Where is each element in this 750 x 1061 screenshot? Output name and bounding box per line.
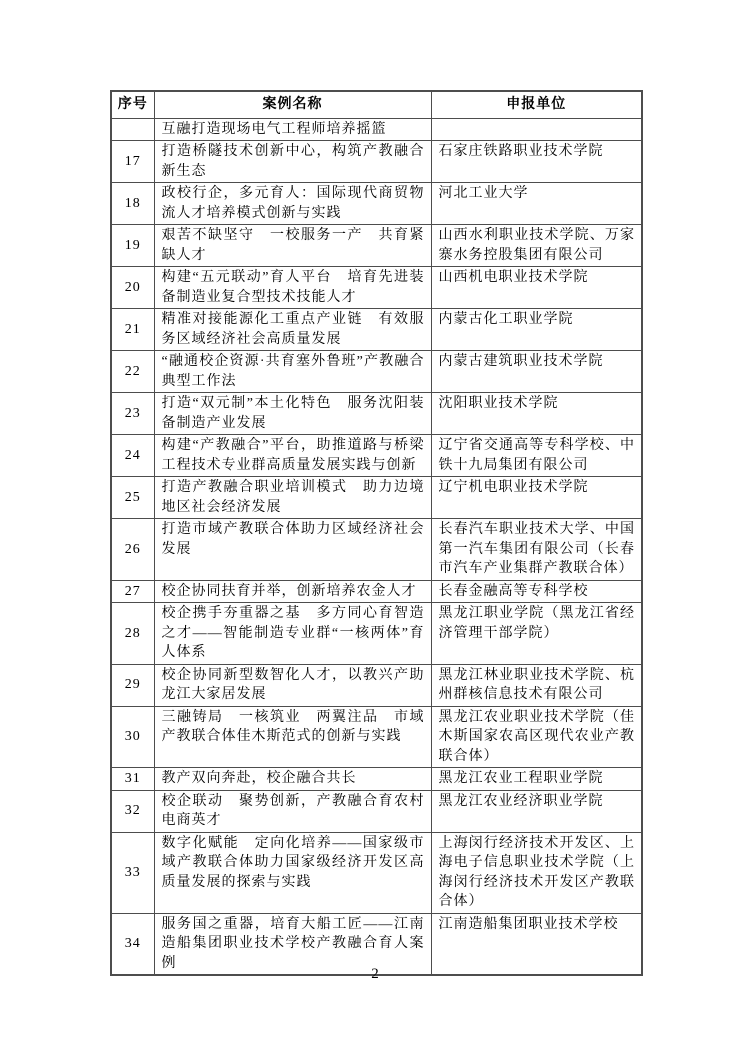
cell-case-name: 校企协同扶育并举，创新培养农金人才: [154, 580, 431, 603]
cell-declaring-unit: 黑龙江农业工程职业学院: [431, 768, 642, 791]
cell-case-name: 校企协同新型数智化人才，以教兴产助龙江大家居发展: [154, 664, 431, 706]
table-row: [111, 664, 642, 706]
cell-declaring-unit: 长春汽车职业技术大学、中国第一汽车集团有限公司（长春市汽车产业集群产教联合体）: [431, 519, 642, 581]
cell-serial-number: 17: [111, 141, 154, 183]
cell-declaring-unit: 黑龙江林业职业技术学院、杭州群核信息技术有限公司: [431, 664, 642, 706]
table-row: [111, 706, 642, 768]
cell-declaring-unit: 内蒙古化工职业学院: [431, 309, 642, 351]
cell-case-name: 构建“产教融合”平台，助推道路与桥梁工程技术专业群高质量发展实践与创新: [154, 435, 431, 477]
cell-serial-number: 33: [111, 832, 154, 913]
table-row: [111, 183, 642, 225]
column-header-case-name: 案例名称: [154, 91, 431, 118]
cell-serial-number: [111, 118, 154, 141]
cell-declaring-unit: 山西水利职业技术学院、万家寨水务控股集团有限公司: [431, 225, 642, 267]
column-header-declaring-unit: 申报单位: [431, 91, 642, 118]
cell-case-name: 打造市域产教联合体助力区域经济社会发展: [154, 519, 431, 581]
cell-case-name: 三融铸局 一核筑业 两翼注品 市域产教联合体佳木斯范式的创新与实践: [154, 706, 431, 768]
column-header-serial-number: 序号: [111, 91, 154, 118]
cell-case-name: 互融打造现场电气工程师培养摇篮: [154, 118, 431, 141]
table-row: [111, 393, 642, 435]
table-row: [111, 477, 642, 519]
page-number: 2: [371, 966, 379, 982]
cell-serial-number: 25: [111, 477, 154, 519]
table-row: [111, 225, 642, 267]
cell-serial-number: 34: [111, 913, 154, 975]
cell-case-name: 数字化赋能 定向化培养——国家级市域产教联合体助力国家级经济开发区高质量发展的探索与实践: [154, 832, 431, 913]
cell-case-name: 打造“双元制”本土化特色 服务沈阳装备制造产业发展: [154, 393, 431, 435]
cell-serial-number: 19: [111, 225, 154, 267]
cell-serial-number: 30: [111, 706, 154, 768]
cell-serial-number: 18: [111, 183, 154, 225]
cell-case-name: 服务国之重器，培育大船工匠——江南造船集团职业技术学校产教融合育人案例: [154, 913, 431, 975]
cell-declaring-unit: 江南造船集团职业技术学校: [431, 913, 642, 975]
cell-case-name: “融通校企资源·共育塞外鲁班”产教融合典型工作法: [154, 351, 431, 393]
table-row: [111, 603, 642, 665]
cell-serial-number: 31: [111, 768, 154, 791]
cell-serial-number: 22: [111, 351, 154, 393]
table-row: [111, 267, 642, 309]
cell-serial-number: 26: [111, 519, 154, 581]
cell-declaring-unit: 河北工业大学: [431, 183, 642, 225]
cell-case-name: 教产双向奔赴，校企融合共长: [154, 768, 431, 791]
cell-declaring-unit: 沈阳职业技术学院: [431, 393, 642, 435]
table-row: [111, 768, 642, 791]
cell-serial-number: 27: [111, 580, 154, 603]
cell-serial-number: 28: [111, 603, 154, 665]
cell-declaring-unit: 上海闵行经济技术开发区、上海电子信息职业技术学院（上海闵行经济技术开发区产教联合体）: [431, 832, 642, 913]
cell-declaring-unit: [431, 118, 642, 141]
cell-case-name: 构建“五元联动”育人平台 培育先进装备制造业复合型技术技能人才: [154, 267, 431, 309]
cell-case-name: 校企联动 聚势创新，产教融合育农村电商英才: [154, 790, 431, 832]
cell-declaring-unit: 黑龙江农业经济职业学院: [431, 790, 642, 832]
cell-case-name: 校企携手夯重器之基 多方同心育智造之才——智能制造专业群“一核两体”育人体系: [154, 603, 431, 665]
table-row: [111, 351, 642, 393]
table-row: [111, 141, 642, 183]
cell-declaring-unit: 内蒙古建筑职业技术学院: [431, 351, 642, 393]
cell-declaring-unit: 长春金融高等专科学校: [431, 580, 642, 603]
cell-declaring-unit: 辽宁机电职业技术学院: [431, 477, 642, 519]
cell-declaring-unit: 山西机电职业技术学院: [431, 267, 642, 309]
cell-serial-number: 32: [111, 790, 154, 832]
table-row: [111, 790, 642, 832]
cell-declaring-unit: 石家庄铁路职业技术学院: [431, 141, 642, 183]
cell-case-name: 打造产教融合职业培训模式 助力边境地区社会经济发展: [154, 477, 431, 519]
cases-table: [110, 90, 643, 976]
cell-serial-number: 23: [111, 393, 154, 435]
table-row: [111, 580, 642, 603]
cell-serial-number: 24: [111, 435, 154, 477]
cell-case-name: 艰苦不缺坚守 一校服务一产 共育紧缺人才: [154, 225, 431, 267]
table-row: [111, 309, 642, 351]
cell-declaring-unit: 辽宁省交通高等专科学校、中铁十九局集团有限公司: [431, 435, 642, 477]
cell-serial-number: 29: [111, 664, 154, 706]
table-header-row: [111, 91, 642, 118]
cell-case-name: 精准对接能源化工重点产业链 有效服务区域经济社会高质量发展: [154, 309, 431, 351]
cell-case-name: 打造桥隧技术创新中心，构筑产教融合新生态: [154, 141, 431, 183]
cell-declaring-unit: 黑龙江职业学院（黑龙江省经济管理干部学院）: [431, 603, 642, 665]
table-row: [111, 832, 642, 913]
table-row: [111, 118, 642, 141]
cell-serial-number: 21: [111, 309, 154, 351]
cell-case-name: 政校行企，多元育人：国际现代商贸物流人才培养模式创新与实践: [154, 183, 431, 225]
table-row: [111, 435, 642, 477]
cell-serial-number: 20: [111, 267, 154, 309]
cell-declaring-unit: 黑龙江农业职业技术学院（佳木斯国家农高区现代农业产教联合体）: [431, 706, 642, 768]
table-row: [111, 519, 642, 581]
